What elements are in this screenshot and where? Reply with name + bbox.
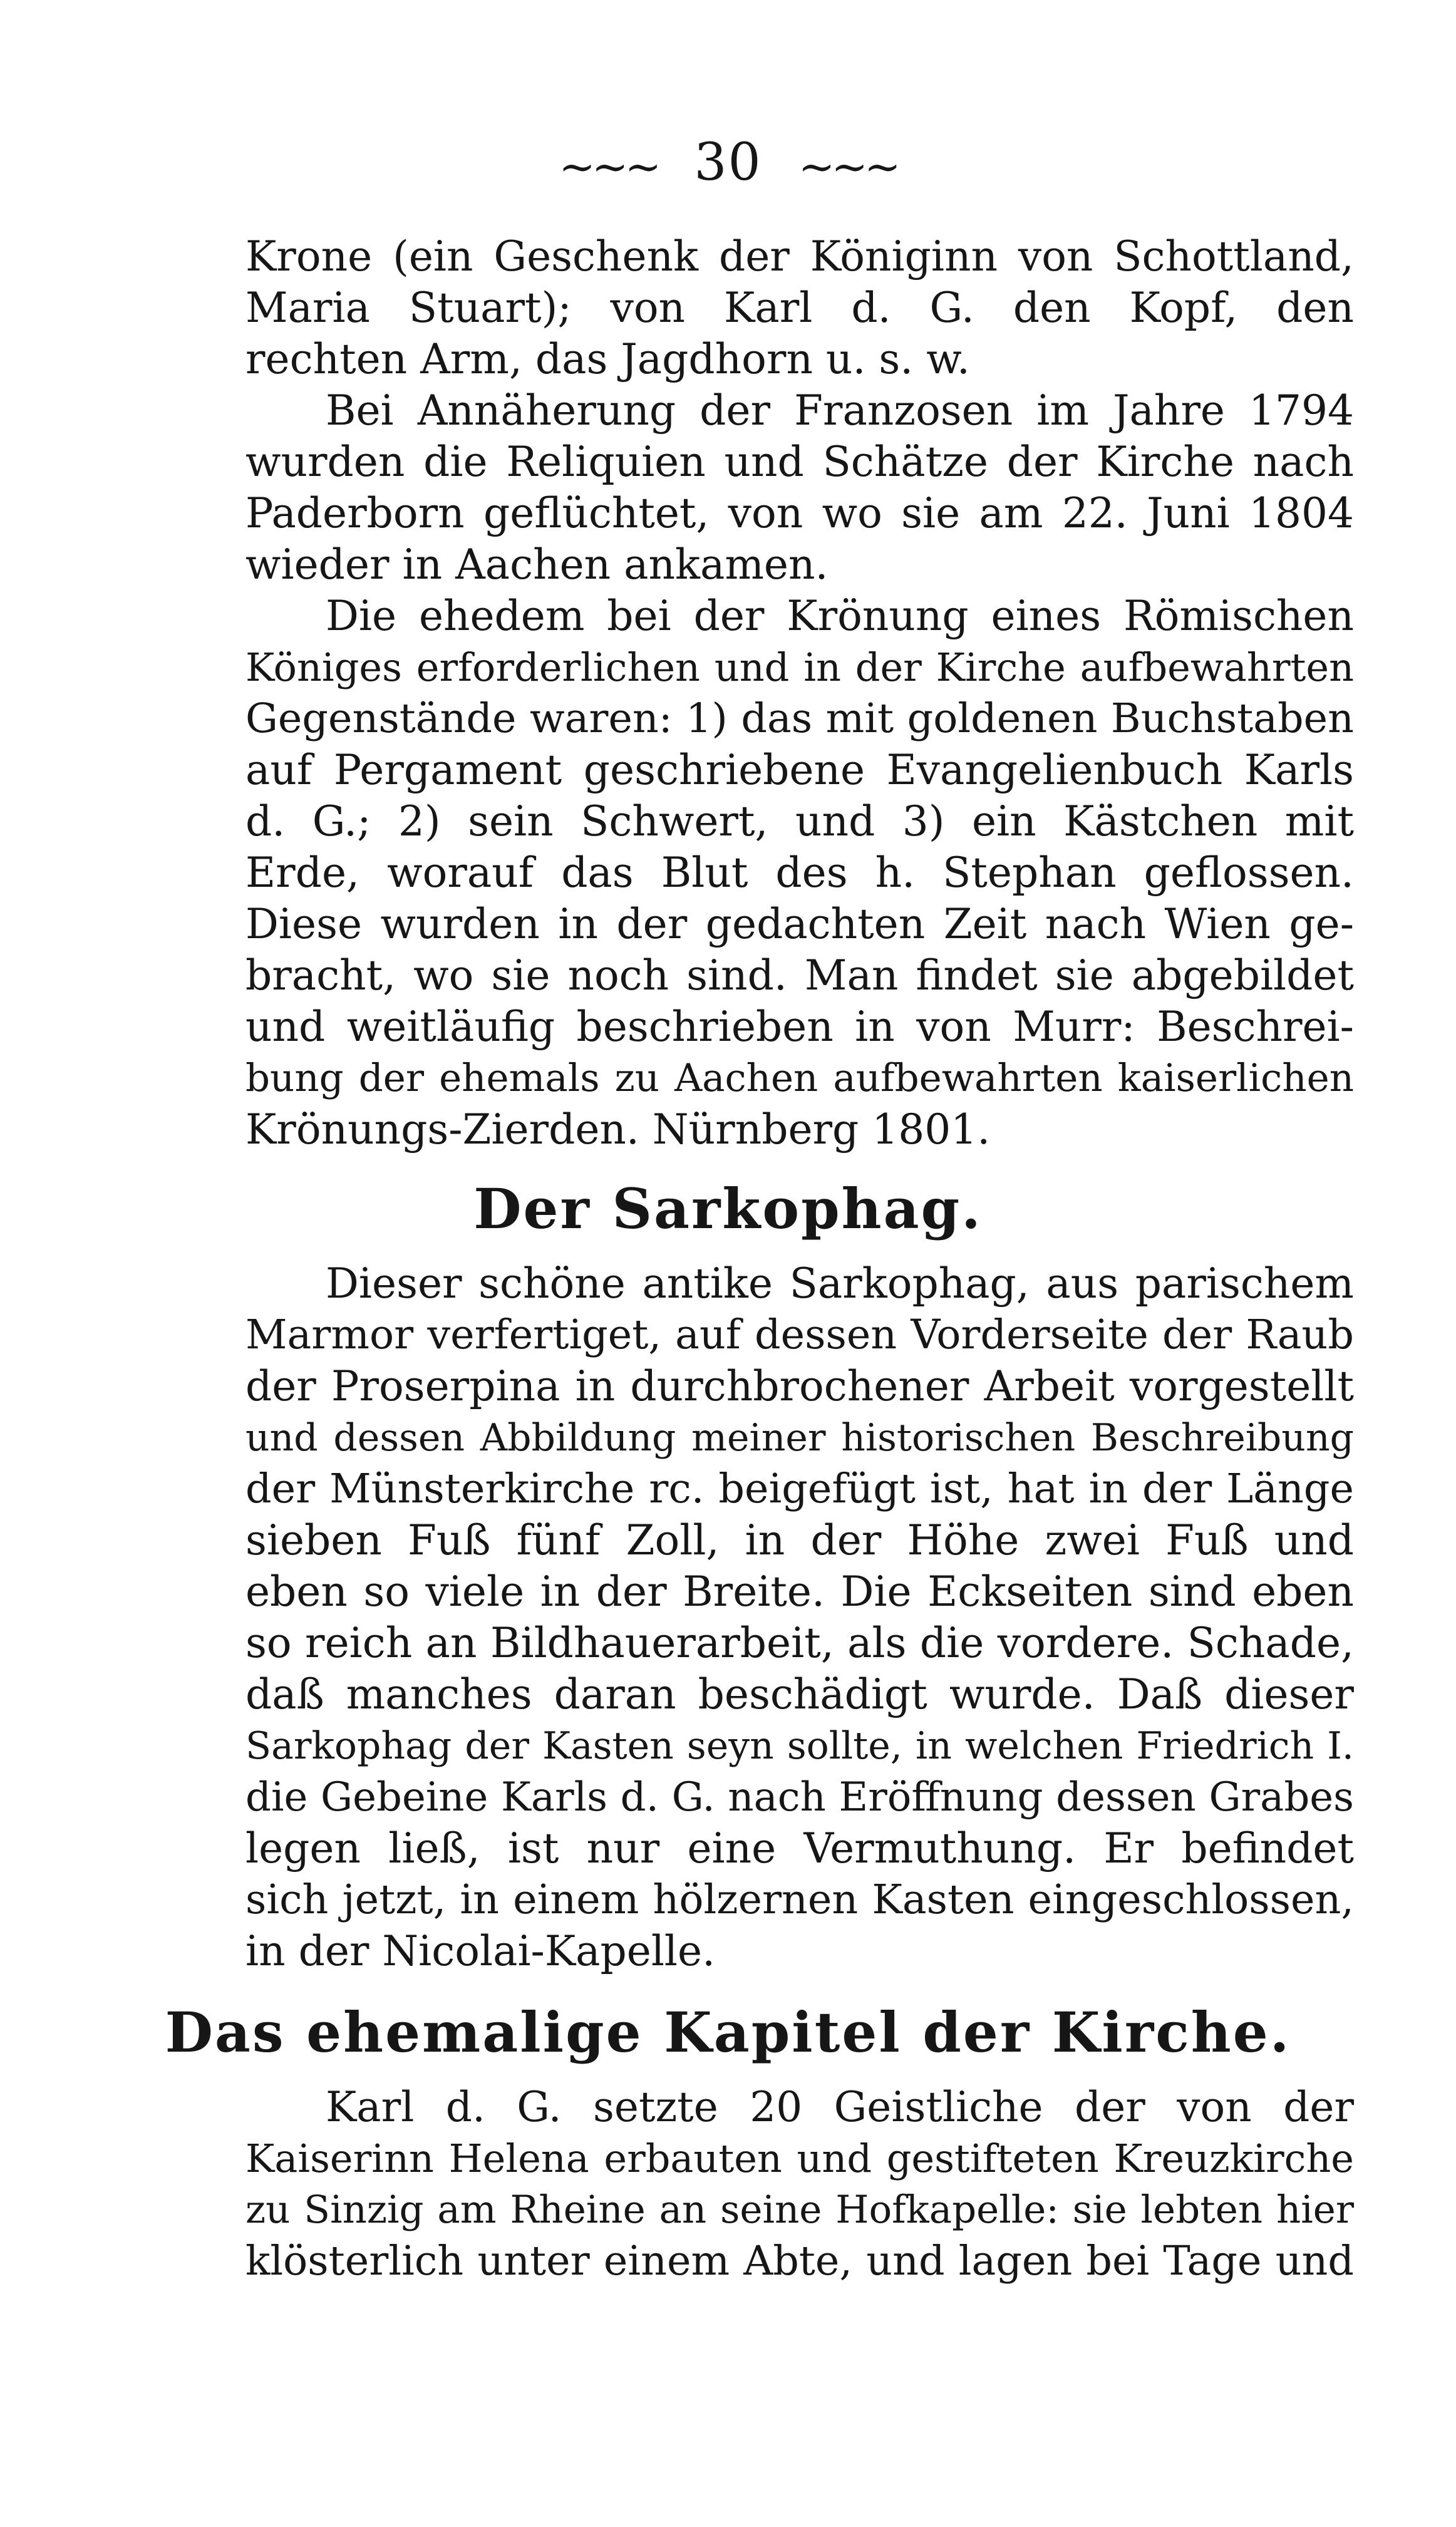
ornament-left: ~~~ [559, 140, 658, 192]
text-line: in der Nicolai-Kapelle. [245, 1927, 716, 1975]
text-line: der Münsterkirche rc. beigefügt ist, hat in der Länge [245, 1465, 1354, 1512]
text-line: zu Sinzig am Rheine an seine Hofkapelle: sie lebten hier [245, 2188, 1354, 2232]
page-number: 30 [694, 133, 762, 192]
text-line: Königes erforderlichen und in der Kirche aufbewahrten [245, 644, 1354, 690]
text-line: bung der ehemals zu Aachen aufbewahrten kaiserlichen [245, 1056, 1354, 1100]
text-line: sieben Fuß fünf Zoll, in der Höhe zwei Fuß und [245, 1516, 1354, 1564]
text-line: eben so viele in der Breite. Die Eckseiten sind eben [245, 1568, 1354, 1616]
text-line: Sarkophag der Kasten seyn sollte, in welchen Friedrich I. [245, 1724, 1354, 1768]
text-line: der Proserpina in durchbrochener Arbeit vorgestellt [245, 1362, 1354, 1410]
page-header [0, 132, 1456, 198]
section-heading-kapitel: Das ehemalige Kapitel der Kirche. [165, 2000, 1291, 2065]
text-line: und weitläufig beschrieben in von Murr: Beschrei- [245, 1003, 1354, 1051]
text-line: sich jetzt, in einem hölzernen Kasten eingeschlossen, [245, 1876, 1354, 1923]
text-line: legen ließ, ist nur eine Vermuthung. Er befindet [245, 1824, 1354, 1873]
text-line: Diese wurden in der gedachten Zeit nach Wien ge- [245, 900, 1354, 948]
section-heading-sarkophag: Der Sarkophag. [473, 1176, 983, 1241]
text-line: daß manches daran beschädigt wurde. Daß dieser [245, 1670, 1354, 1718]
text-line: Dieser schöne antike Sarkophag, aus parischem [326, 1259, 1354, 1308]
text-line: klösterlich unter einem Abte, und lagen bei Tage und [245, 2238, 1354, 2285]
ornament-right: ~~~ [798, 140, 897, 192]
text-line: wieder in Aachen ankamen. [245, 540, 829, 589]
text-line: Paderborn geflüchtet, von wo sie am 22. Juni 1804 [245, 489, 1354, 537]
text-line: Erde, worauf das Blut des h. Stephan geflossen. [245, 849, 1354, 897]
text-line: rechten Arm, das Jagdhorn u. s. w. [245, 335, 970, 383]
text-line: wurden die Reliquien und Schätze der Kirche nach [245, 438, 1354, 486]
text-line: Kaiserinn Helena erbauten und gestifteten Kreuzkirche [245, 2136, 1354, 2181]
text-line: Karl d. G. setzte 20 Geistliche der von der [326, 2083, 1354, 2131]
text-line: Maria Stuart); von Karl d. G. den Kopf, den [245, 284, 1354, 332]
text-line: so reich an Bildhauerarbeit, als die vordere. Schade, [245, 1619, 1354, 1667]
text-line: d. G.; 2) sein Schwert, und 3) ein Kästchen mit [245, 797, 1354, 845]
text-line: auf Pergament geschriebene Evangelienbuch Karls [245, 746, 1354, 794]
text-line: und dessen Abbildung meiner historischen Beschreibung [245, 1416, 1354, 1460]
text-line: Krone (ein Geschenk der Königinn von Schottland, [245, 232, 1354, 281]
text-line: Gegenstände waren: 1) das mit goldenen Buchstaben [245, 695, 1354, 742]
text-line: bracht, wo sie noch sind. Man findet sie abgebildet [245, 951, 1354, 1000]
text-line: Die ehedem bei der Krönung eines Römischen [326, 592, 1354, 640]
text-line: Bei Annäherung der Franzosen im Jahre 1794 [326, 386, 1354, 435]
text-line: Krönungs-Zierden. Nürnberg 1801. [245, 1105, 991, 1154]
text-line: die Gebeine Karls d. G. nach Eröffnung dessen Grabes [245, 1774, 1354, 1821]
text-line: Marmor verfertiget, auf dessen Vorderseite der Raub [245, 1311, 1354, 1358]
